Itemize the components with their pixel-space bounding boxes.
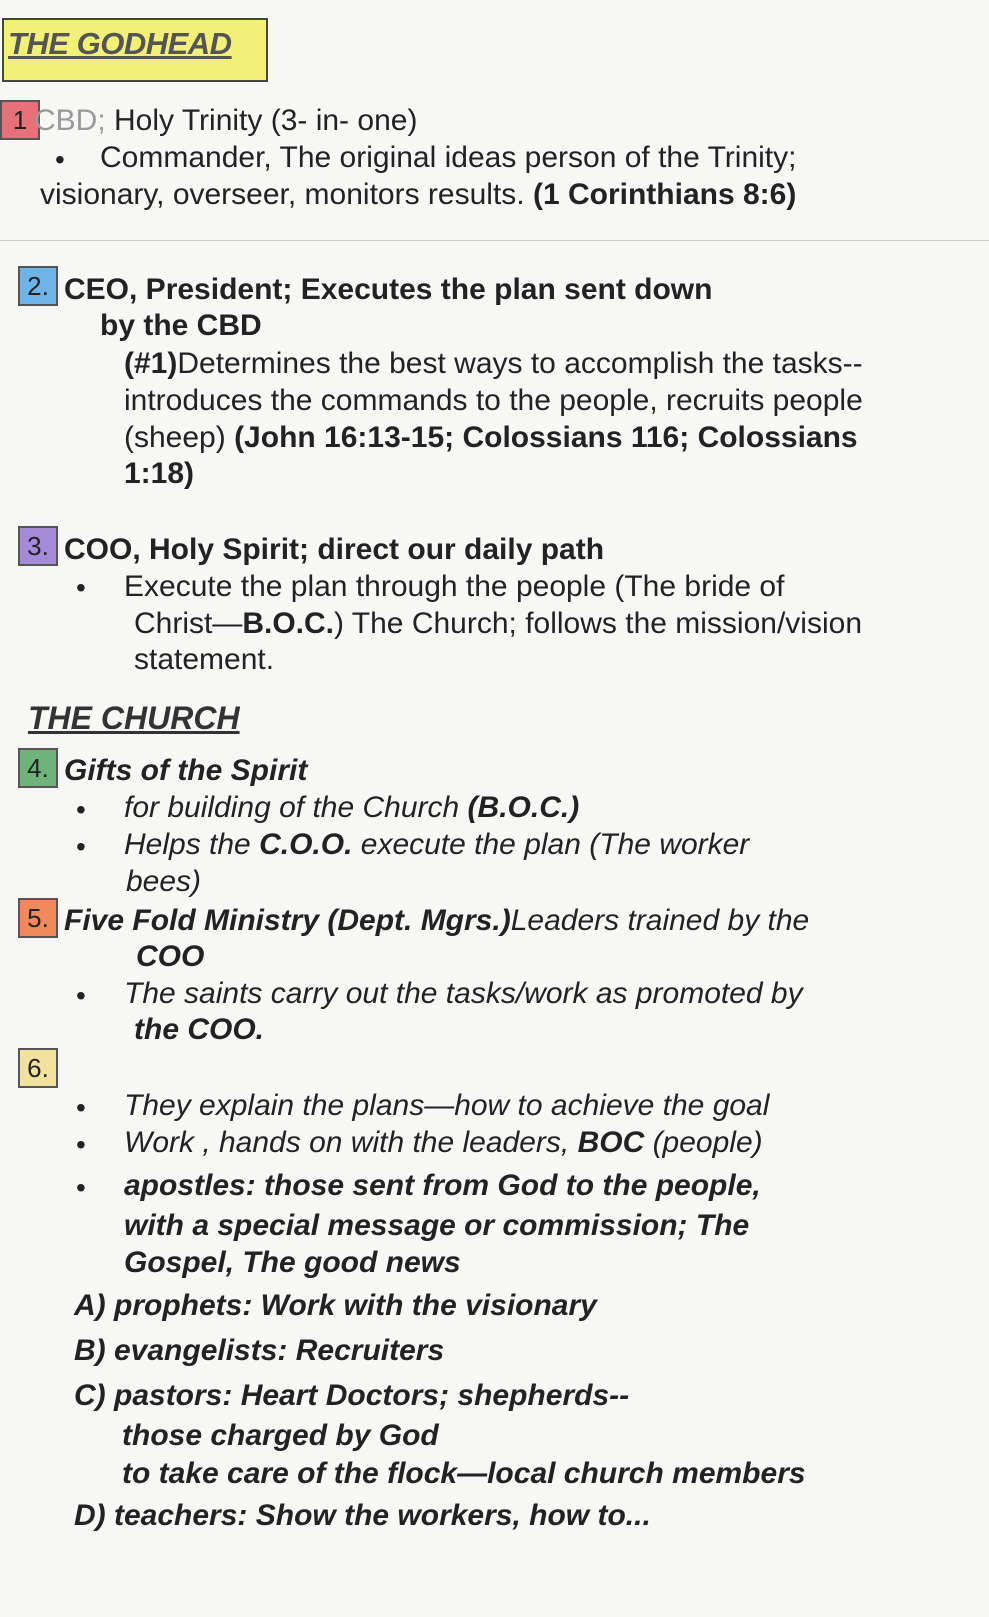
section-6-bullet-2 xyxy=(124,1125,763,1161)
bullet-icon: • xyxy=(76,980,86,1011)
bullet-icon: • xyxy=(76,572,86,603)
section-5-heading xyxy=(64,903,809,939)
bullet-icon: • xyxy=(76,1172,86,1203)
section-2-body-line4: 1:18) xyxy=(124,457,195,490)
section-3-heading: COO, Holy Spirit; direct our daily path xyxy=(64,533,605,566)
list-marker: D) xyxy=(74,1499,106,1532)
section-6-bullet-1: They explain the plans—how to achieve the goal xyxy=(124,1089,770,1122)
list-item xyxy=(74,1288,597,1324)
section-1-bullet-line1: Commander, The original ideas person of the Trinity; xyxy=(100,141,797,174)
divider xyxy=(0,240,989,241)
list-marker: C) xyxy=(74,1379,106,1412)
section-2-scripture: (John 16:13-15; Colossians 116; Colossians xyxy=(234,421,858,454)
section-2-number: 2. xyxy=(18,266,58,306)
section-1-heading xyxy=(34,103,417,139)
section-4-heading: Gifts of the Spirit xyxy=(64,754,308,787)
list-text: : Recruiters xyxy=(277,1334,445,1367)
bullet-icon: • xyxy=(55,144,65,175)
section-1-bullet-line2 xyxy=(40,177,796,213)
section-5-bullet-line2: the COO. xyxy=(134,1013,265,1046)
section-6-apostles: apostles: xyxy=(124,1169,256,1202)
section-3-bullet-line2-c: ) The Church; follows the mission/vision xyxy=(334,607,863,640)
list-text: : Work with the visionary xyxy=(242,1289,597,1322)
list-item xyxy=(74,1378,629,1414)
list-item xyxy=(74,1498,651,1534)
section-3-bullet-line1: Execute the plan through the people (The bride of xyxy=(124,570,785,603)
section-1-number: 1 xyxy=(0,100,40,140)
section-2-heading-line2: by the CBD xyxy=(100,309,262,342)
page-title: THE GODHEAD xyxy=(8,26,232,61)
section-4-bullet-2 xyxy=(124,827,749,863)
section-5-bullet-line1: The saints carry out the tasks/work as promoted by xyxy=(124,977,803,1010)
section-3-bullet-line2-a: Christ— xyxy=(134,607,243,640)
list-text: : Show the workers, how to... xyxy=(237,1499,651,1532)
section-4-number: 4. xyxy=(18,748,58,788)
pastors-line3: to take care of the flock—local church members xyxy=(122,1457,806,1490)
section-1-bullet-line2-a: visionary, overseer, monitors results. xyxy=(40,178,533,211)
list-term: pastors xyxy=(114,1379,223,1412)
pastors-line2: those charged by God xyxy=(122,1419,439,1452)
section-5-heading-b: Leaders trained by the xyxy=(510,904,810,937)
list-marker: B) xyxy=(74,1334,106,1367)
section-6-bullet-3-b: those sent from God to the people, xyxy=(255,1169,761,1202)
section-2-body-line3 xyxy=(124,420,858,456)
list-term: evangelists xyxy=(114,1334,278,1367)
section-4-bullet-1 xyxy=(124,790,579,826)
section-2-body-line1 xyxy=(124,346,863,382)
section-4-bullet-2-a: Helps the xyxy=(124,828,260,861)
section-5-heading-line2: COO xyxy=(136,940,205,973)
section-5-heading-a: Five Fold Ministry (Dept. Mgrs.) xyxy=(64,904,511,937)
section-2-heading-b: Executes the plan sent down xyxy=(300,273,713,306)
bullet-icon: • xyxy=(76,1092,86,1123)
section-3-boc: B.O.C. xyxy=(242,607,335,640)
section-4-bullet-2-c: execute the plan (The worker xyxy=(352,828,750,861)
bullet-icon: • xyxy=(76,831,86,862)
section-4-bullet-2-line2: bees) xyxy=(126,865,202,898)
section-2-body-ref: (#1) xyxy=(124,347,178,380)
section-6-boc: BOC xyxy=(577,1126,645,1159)
section-1-heading-a: CBD; xyxy=(34,104,115,137)
section-3-bullet-line2 xyxy=(134,606,862,642)
section-1-heading-b: Holy Trinity (3- in- one) xyxy=(114,104,418,137)
section-4-bullet-1-b: (B.O.C.) xyxy=(467,791,580,824)
bullet-icon: • xyxy=(76,1129,86,1160)
section-2-body-line3-a: (sheep) xyxy=(124,421,235,454)
section-6-bullet-3-line2: with a special message or commission; The xyxy=(124,1209,750,1242)
section-5-number: 5. xyxy=(18,898,58,938)
section-4-coo: C.O.O. xyxy=(259,828,353,861)
list-item xyxy=(74,1333,444,1369)
section-6-bullet-3 xyxy=(124,1168,761,1204)
section-6-bullet-2-c: (people) xyxy=(644,1126,763,1159)
section-1-scripture: (1 Corinthians 8:6) xyxy=(532,178,797,211)
section-6-number: 6. xyxy=(18,1048,58,1088)
section-6-bullet-3-line3: Gospel, The good news xyxy=(124,1246,461,1279)
list-term: teachers xyxy=(114,1499,238,1532)
section-6-bullet-2-a: Work , hands on with the leaders, xyxy=(124,1126,578,1159)
list-text: : Heart Doctors; shepherds-- xyxy=(222,1379,630,1412)
section-2-heading-a: CEO, President; xyxy=(64,273,301,306)
church-heading: THE CHURCH xyxy=(28,700,240,736)
section-2-body-line1-b: Determines the best ways to accomplish the tasks-- xyxy=(177,347,863,380)
section-3-bullet-line3: statement. xyxy=(134,643,275,676)
section-4-bullet-1-a: for building of the Church xyxy=(124,791,468,824)
list-marker: A) xyxy=(74,1289,106,1322)
list-term: prophets xyxy=(114,1289,243,1322)
section-2-heading xyxy=(64,272,712,308)
bullet-icon: • xyxy=(76,794,86,825)
section-2-body-line2: introduces the commands to the people, recruits people xyxy=(124,384,863,417)
section-3-number: 3. xyxy=(18,526,58,566)
